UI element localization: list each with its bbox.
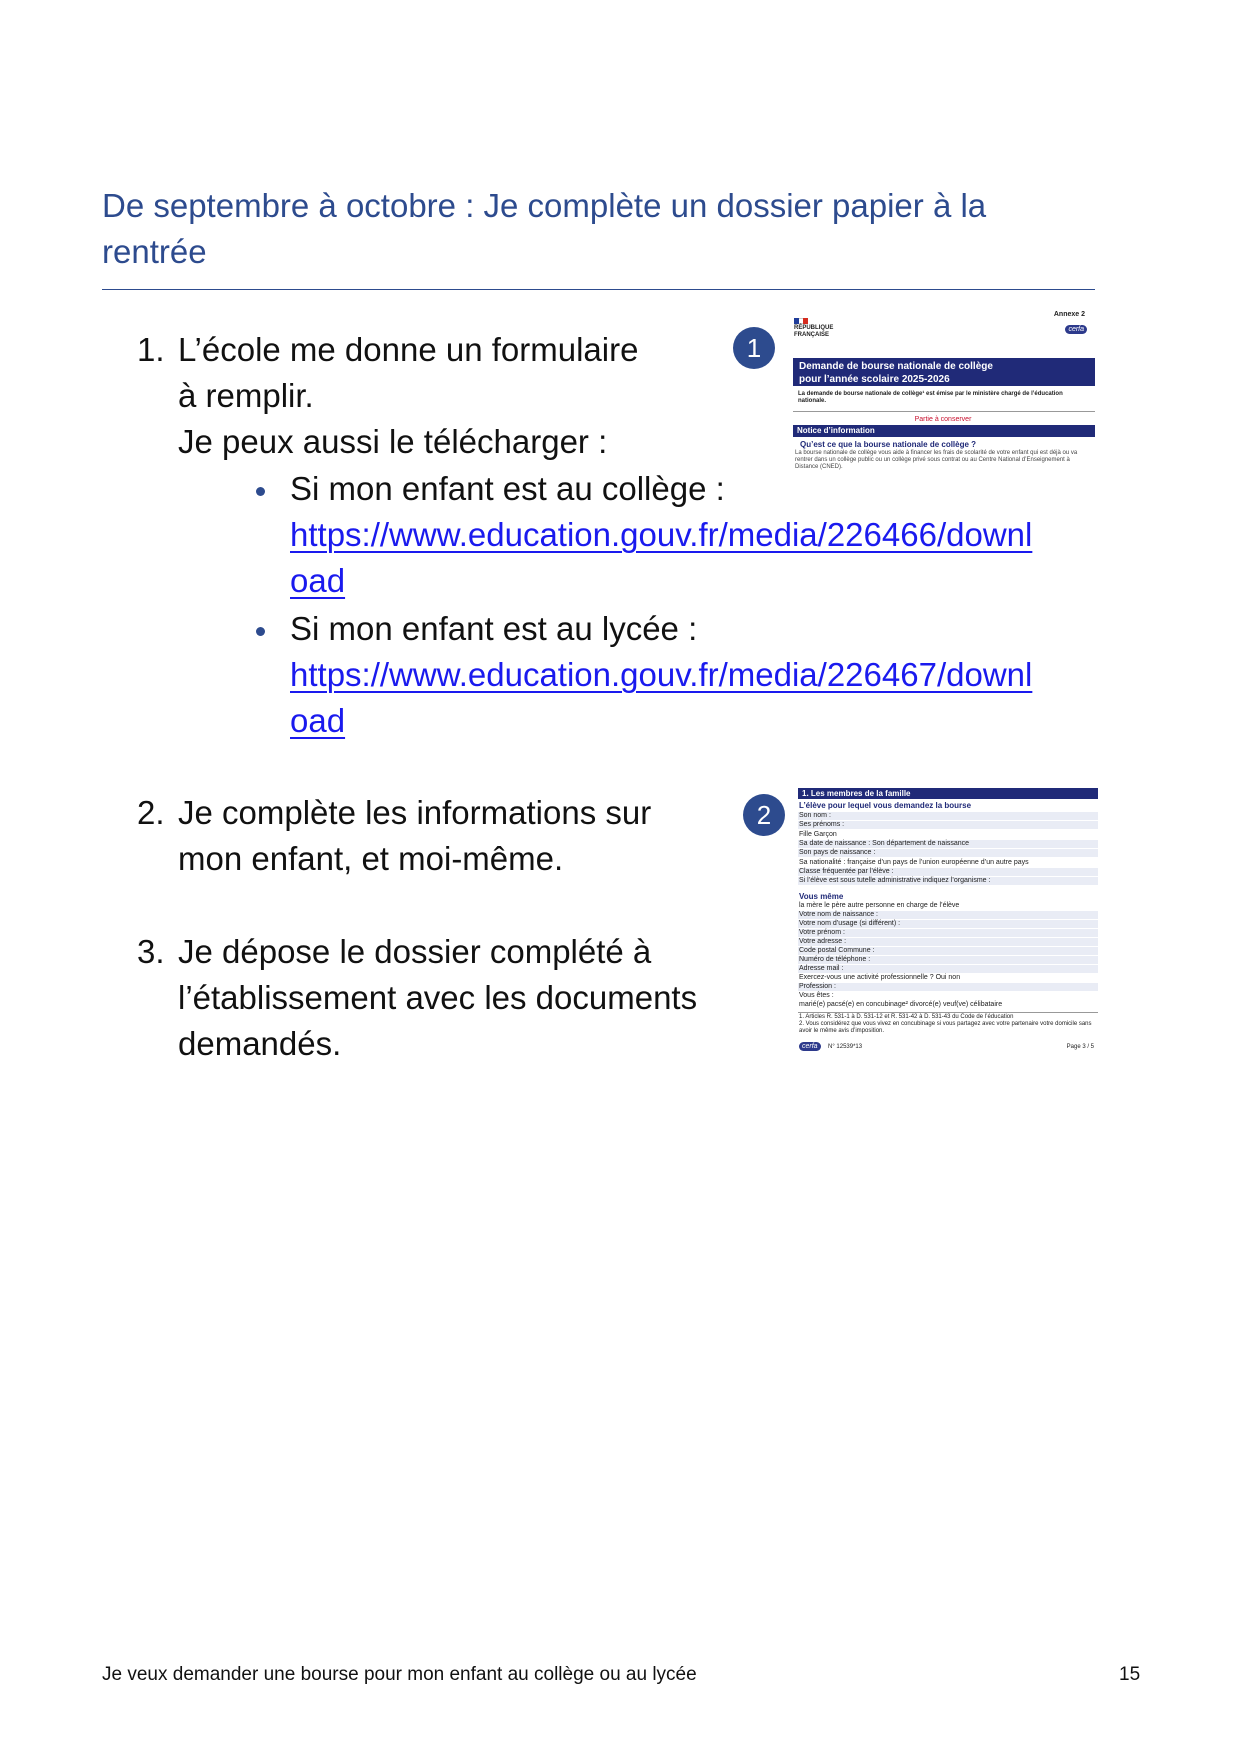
step-3-line-3: demandés.	[178, 1025, 342, 1062]
notice-band	[793, 425, 1095, 437]
step-1-badge: 1	[733, 327, 775, 369]
form-annexe: Annexe 2	[1053, 311, 1085, 318]
form-2-field: la mère le père autre personne en charge de l’élève	[799, 902, 960, 909]
form-1-band-line-1: Demande de bourse nationale de collège	[799, 361, 993, 372]
form-2-field: Son pays de naissance :	[799, 849, 876, 856]
title-divider	[102, 289, 1095, 290]
step-2-badge: 2	[743, 794, 785, 836]
form-1-partie: Partie à conserver	[914, 416, 972, 423]
bullet-lycee-text: Si mon enfant est au lycée :	[290, 610, 698, 647]
form-1-question: Qu’est ce que la bourse nationale de collège ?	[800, 440, 977, 449]
divider	[793, 411, 1095, 412]
form-2-band	[798, 788, 1098, 799]
french-flag-icon	[794, 318, 808, 324]
form-2-field: Numéro de téléphone :	[799, 956, 871, 963]
form-1-intro: La demande de bourse nationale de collège¹ est émise par le ministère chargé de l’éducation nationale.	[798, 391, 1063, 404]
notice-title: Notice d’information	[797, 426, 875, 435]
form-2-note-2: 2. Vous considérez que vous vivez en concubinage si vous partagez avec votre partenaire votre domicile sans avoir le même avis d’imposition.	[799, 1021, 1092, 1034]
step-1-line-1: L’école me donne un formulaire	[178, 331, 639, 368]
form-2-field: Profession :	[799, 983, 836, 990]
bullet-college-text: Si mon enfant est au collège :	[290, 470, 725, 507]
form-1-answer: La bourse nationale de collège vous aide à financer les frais de scolarité de votre enfant qui est déjà ou va rentrer dans un collège public ou un collège privé sous contrat ou au Centre National d’Enseignement à Distance (CNED).	[795, 450, 1078, 470]
form-2-field: Adresse mail :	[799, 965, 844, 972]
step-1-line-3: Je peux aussi le télécharger :	[178, 423, 608, 460]
step-2-line-1: Je complète les informations sur	[178, 794, 652, 831]
step-3-line-2: l’établissement avec les documents	[178, 979, 698, 1016]
form-2-band-title: 1. Les membres de la famille	[802, 789, 911, 798]
form-2-ref: N° 12539*13	[828, 1044, 863, 1050]
step-2-line-2: mon enfant, et moi-même.	[178, 840, 564, 877]
form-1-band-line-2: pour l’année scolaire 2025-2026	[799, 374, 950, 385]
form-1-preview	[789, 308, 1097, 478]
form-2-field: Votre adresse :	[799, 938, 847, 945]
bullet-dot	[256, 627, 265, 636]
form-2-field: Sa nationalité : française d’un pays de l’union européenne d’un autre pays	[799, 859, 1029, 866]
form-2-field: Code postal Commune :	[799, 947, 875, 954]
step-3-line-1: Je dépose le dossier complété à	[178, 933, 652, 970]
form-2-field: Sa date de naissance : Son département de naissance	[799, 840, 970, 847]
footer-text: Je veux demander une bourse pour mon enfant au collège ou au lycée	[102, 1664, 697, 1685]
form-2-field: Exercez-vous une activité professionnelle ? Oui non	[799, 974, 961, 981]
form-2-page: Page 3 / 5	[1066, 1044, 1094, 1050]
form-2-field: Ses prénoms :	[799, 821, 845, 828]
form-2-field: Votre prénom :	[799, 929, 845, 936]
form-2-field: Classe fréquentée par l’élève :	[799, 868, 894, 875]
form-1-title-band	[793, 358, 1095, 386]
form-2-field: Vous êtes :	[799, 992, 834, 999]
college-form-link[interactable]: https://www.education.gouv.fr/media/226466/downl	[290, 516, 1033, 553]
bullet-dot	[256, 487, 265, 496]
step-1-number: 1.	[137, 331, 165, 368]
lycee-form-link[interactable]: https://www.education.gouv.fr/media/226467/downl	[290, 656, 1033, 693]
step-1-line-2: à remplir.	[178, 377, 314, 414]
form-2-field: Fille Garçon	[799, 831, 837, 838]
page-number: 15	[1119, 1664, 1141, 1685]
form-2-section-1: L’élève pour lequel vous demandez la bourse	[799, 801, 972, 810]
form-2-note-1: 1. Articles R. 531-1 à D. 531-12 et R. 531-42 à D. 531-43 du Code de l’éducation	[799, 1014, 1014, 1020]
form-2-field: Son nom :	[799, 812, 831, 819]
form-2-field: Si l’élève est sous tutelle administrative indiquez l’organisme :	[799, 877, 991, 884]
form-2-preview	[798, 788, 1098, 1058]
form-2-field: Votre nom de naissance :	[799, 911, 878, 918]
form-2-section-2: Vous même	[799, 892, 844, 901]
form-2-field: marié(e) pacsé(e) en concubinage² divorcé(e) veuf(ve) célibataire	[799, 1001, 1003, 1008]
lycee-form-link-cont[interactable]: oad	[290, 702, 346, 739]
page-title: De septembre à octobre : Je complète un dossier papier à la rentrée	[102, 187, 987, 270]
college-form-link-cont[interactable]: oad	[290, 562, 346, 599]
cerfa-logo: cerfa	[799, 1042, 821, 1051]
step-3-number: 3.	[137, 933, 165, 970]
rf-line-1: RÉPUBLIQUE	[794, 325, 834, 331]
step-2-number: 2.	[137, 794, 165, 831]
form-2-field: Votre nom d’usage (si différent) :	[799, 920, 901, 927]
divider	[798, 1012, 1098, 1013]
rf-line-2: FRANÇAISE	[794, 332, 830, 338]
cerfa-logo: cerfa	[1065, 325, 1087, 334]
